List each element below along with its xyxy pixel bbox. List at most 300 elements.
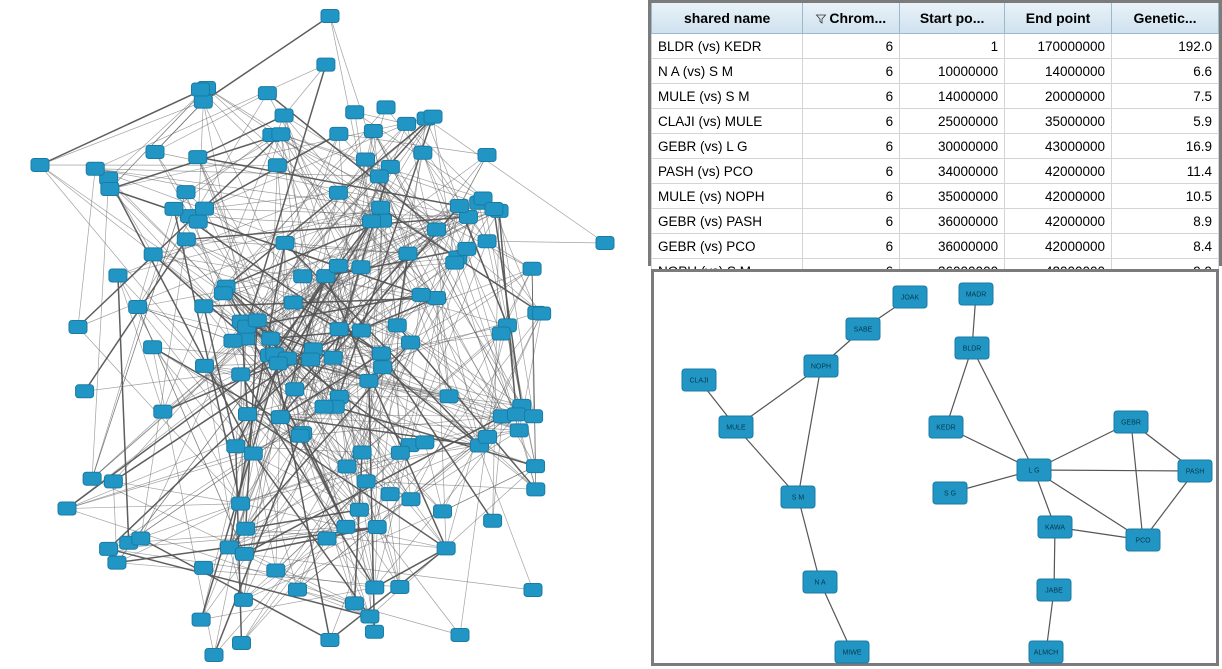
network-node[interactable] (330, 127, 348, 140)
network-node[interactable] (321, 10, 339, 23)
node-shape[interactable] (524, 584, 542, 597)
network-node[interactable] (177, 233, 195, 246)
network-node[interactable] (232, 497, 250, 510)
network-node[interactable] (478, 149, 496, 162)
node-shape[interactable] (177, 186, 195, 199)
node-shape[interactable] (372, 347, 390, 360)
node-shape[interactable] (402, 336, 420, 349)
network-node[interactable] (248, 314, 266, 327)
network-node[interactable] (294, 270, 312, 283)
network-node[interactable] (1114, 411, 1148, 433)
network-node[interactable] (893, 286, 927, 308)
network-node[interactable] (214, 287, 232, 300)
node-shape[interactable] (238, 408, 256, 421)
network-node[interactable] (31, 159, 49, 172)
cell-end[interactable]: 14000000 (1005, 59, 1112, 84)
node-shape[interactable] (391, 446, 409, 459)
network-node[interactable] (352, 324, 370, 337)
node-shape[interactable] (523, 262, 541, 275)
network-node[interactable] (302, 353, 320, 366)
node-shape[interactable] (104, 475, 122, 488)
network-node[interactable] (329, 259, 347, 272)
cell-chrom[interactable]: 6 (803, 184, 900, 209)
network-node[interactable] (192, 613, 210, 626)
network-node[interactable] (527, 483, 545, 496)
node-shape[interactable] (189, 151, 207, 164)
network-node[interactable] (402, 493, 420, 506)
node-shape[interactable] (533, 307, 551, 320)
cell-chrom[interactable]: 6 (803, 109, 900, 134)
column-header-start[interactable] (900, 3, 1005, 34)
network-node[interactable] (205, 649, 223, 662)
column-header-chrom[interactable] (803, 3, 900, 34)
network-node[interactable] (485, 203, 503, 216)
network-node[interactable] (352, 261, 370, 274)
node-shape[interactable] (291, 429, 309, 442)
node-shape[interactable] (58, 502, 76, 515)
cell-end[interactable]: 35000000 (1005, 109, 1112, 134)
cell-start[interactable]: 34000000 (900, 159, 1005, 184)
node-shape[interactable] (361, 610, 379, 623)
cell-start[interactable]: 1 (900, 34, 1005, 59)
sub-network-canvas[interactable] (654, 272, 1216, 663)
network-node[interactable] (434, 505, 452, 518)
cell-genetic[interactable]: 6.6 (1112, 59, 1219, 84)
network-node[interactable] (446, 256, 464, 269)
network-node[interactable] (345, 597, 363, 610)
node-shape[interactable] (374, 361, 392, 374)
node-shape[interactable] (237, 522, 255, 535)
table-row[interactable] (652, 209, 1219, 234)
cell-end[interactable]: 42000000 (1005, 234, 1112, 259)
cell-end[interactable]: 170000000 (1005, 34, 1112, 59)
node-shape[interactable] (321, 633, 339, 646)
cell-name[interactable]: CLAJI (vs) MULE (652, 109, 803, 134)
node-shape[interactable] (165, 202, 183, 215)
cell-genetic[interactable]: 7.5 (1112, 84, 1219, 109)
cell-genetic[interactable]: 8.9 (1112, 209, 1219, 234)
network-node[interactable] (108, 556, 126, 569)
cell-name[interactable]: MULE (vs) S M (652, 84, 803, 109)
network-node[interactable] (262, 332, 280, 345)
network-node[interactable] (234, 593, 252, 606)
node-shape[interactable] (101, 183, 119, 196)
node-shape[interactable] (484, 514, 502, 527)
network-node[interactable] (507, 408, 525, 421)
network-node[interactable] (523, 262, 541, 275)
network-node[interactable] (372, 201, 390, 214)
node-shape[interactable] (129, 300, 147, 313)
node-shape[interactable] (276, 236, 294, 249)
node-shape[interactable] (248, 314, 266, 327)
network-node[interactable] (1038, 516, 1072, 538)
node-shape[interactable] (338, 460, 356, 473)
node-shape[interactable] (271, 411, 289, 424)
cell-end[interactable]: 42000000 (1005, 159, 1112, 184)
network-node[interactable] (929, 416, 963, 438)
network-node[interactable] (267, 564, 285, 577)
network-node[interactable] (272, 128, 290, 141)
node-shape[interactable] (294, 270, 312, 283)
network-node[interactable] (329, 186, 347, 199)
node-shape[interactable] (132, 532, 150, 545)
network-node[interactable] (1037, 579, 1071, 601)
node-shape[interactable] (330, 127, 348, 140)
node-shape[interactable] (412, 288, 430, 301)
node-shape[interactable] (144, 248, 162, 261)
network-node[interactable] (451, 629, 469, 642)
node-shape[interactable] (195, 202, 213, 215)
node-shape[interactable] (329, 186, 347, 199)
network-node[interactable] (318, 532, 336, 545)
network-node[interactable] (1126, 529, 1160, 551)
network-node[interactable] (527, 460, 545, 473)
node-shape[interactable] (83, 472, 101, 485)
table-header-row[interactable] (652, 3, 1219, 34)
network-node[interactable] (835, 641, 869, 663)
node-shape[interactable] (76, 385, 94, 398)
network-node[interactable] (414, 146, 432, 159)
node-shape[interactable] (189, 215, 207, 228)
cell-name[interactable]: GEBR (vs) PCO (652, 234, 803, 259)
network-node[interactable] (1178, 460, 1212, 482)
cell-start[interactable]: 36000000 (900, 234, 1005, 259)
node-shape[interactable] (108, 556, 126, 569)
network-node[interactable] (424, 110, 442, 123)
node-shape[interactable] (527, 483, 545, 496)
network-node[interactable] (1017, 459, 1051, 481)
network-node[interactable] (194, 95, 212, 108)
network-node[interactable] (144, 341, 162, 354)
network-node[interactable] (129, 300, 147, 313)
network-node[interactable] (804, 355, 838, 377)
network-node[interactable] (291, 429, 309, 442)
network-node[interactable] (353, 446, 371, 459)
network-node[interactable] (478, 235, 496, 248)
node-shape[interactable] (275, 109, 293, 122)
node-shape[interactable] (146, 146, 164, 159)
network-node[interactable] (286, 383, 304, 396)
network-node[interactable] (227, 440, 245, 453)
network-node[interactable] (76, 385, 94, 398)
node-shape[interactable] (346, 106, 364, 119)
node-shape[interactable] (352, 261, 370, 274)
network-node[interactable] (398, 117, 416, 130)
node-shape[interactable] (321, 10, 339, 23)
node-shape[interactable] (345, 597, 363, 610)
cell-genetic[interactable]: 11.4 (1112, 159, 1219, 184)
network-node[interactable] (195, 202, 213, 215)
table-row[interactable] (652, 84, 1219, 109)
node-shape[interactable] (507, 408, 525, 421)
cell-end[interactable]: 20000000 (1005, 84, 1112, 109)
node-shape[interactable] (479, 430, 497, 443)
node-shape[interactable] (267, 564, 285, 577)
network-node[interactable] (364, 125, 382, 138)
node-shape[interactable] (446, 256, 464, 269)
node-shape[interactable] (377, 101, 395, 114)
column-header-end[interactable] (1005, 3, 1112, 34)
network-node[interactable] (510, 424, 528, 437)
network-node[interactable] (368, 521, 386, 534)
node-shape[interactable] (86, 162, 104, 175)
network-node[interactable] (191, 83, 209, 96)
cell-chrom[interactable]: 6 (803, 159, 900, 184)
network-node[interactable] (338, 460, 356, 473)
node-shape[interactable] (315, 400, 333, 413)
node-shape[interactable] (352, 324, 370, 337)
node-shape[interactable] (288, 583, 306, 596)
cell-start[interactable]: 35000000 (900, 184, 1005, 209)
node-shape[interactable] (232, 497, 250, 510)
node-shape[interactable] (224, 334, 242, 347)
network-node[interactable] (109, 269, 127, 282)
network-node[interactable] (58, 502, 76, 515)
node-shape[interactable] (372, 201, 390, 214)
network-node[interactable] (189, 215, 207, 228)
network-node[interactable] (360, 374, 378, 387)
network-node[interactable] (357, 475, 375, 488)
network-node[interactable] (377, 101, 395, 114)
node-shape[interactable] (398, 117, 416, 130)
node-shape[interactable] (437, 542, 455, 555)
data-table-panel[interactable] (648, 0, 1222, 266)
network-node[interactable] (275, 109, 293, 122)
table-row[interactable] (652, 234, 1219, 259)
network-node[interactable] (100, 542, 118, 555)
cell-chrom[interactable]: 6 (803, 59, 900, 84)
network-node[interactable] (362, 215, 380, 228)
cell-start[interactable]: 14000000 (900, 84, 1005, 109)
network-node[interactable] (224, 334, 242, 347)
network-node[interactable] (315, 400, 333, 413)
node-shape[interactable] (414, 146, 432, 159)
cell-name[interactable]: GEBR (vs) L G (652, 134, 803, 159)
node-shape[interactable] (235, 547, 253, 560)
node-shape[interactable] (434, 505, 452, 518)
network-node[interactable] (933, 482, 967, 504)
network-node[interactable] (271, 411, 289, 424)
cell-chrom[interactable]: 6 (803, 84, 900, 109)
network-node[interactable] (682, 369, 716, 391)
node-shape[interactable] (485, 203, 503, 216)
network-node[interactable] (357, 153, 375, 166)
node-shape[interactable] (399, 247, 417, 260)
network-node[interactable] (484, 514, 502, 527)
network-node[interactable] (233, 637, 251, 650)
network-node[interactable] (533, 307, 551, 320)
cell-end[interactable]: 43000000 (1005, 134, 1112, 159)
node-shape[interactable] (318, 532, 336, 545)
network-node[interactable] (350, 503, 368, 516)
network-node[interactable] (288, 583, 306, 596)
node-shape[interactable] (329, 259, 347, 272)
cell-start[interactable]: 30000000 (900, 134, 1005, 159)
cell-genetic[interactable]: 5.9 (1112, 109, 1219, 134)
network-node[interactable] (365, 625, 383, 638)
node-shape[interactable] (69, 321, 87, 334)
node-shape[interactable] (492, 327, 510, 340)
node-shape[interactable] (330, 323, 348, 336)
network-node[interactable] (195, 561, 213, 574)
node-shape[interactable] (478, 235, 496, 248)
node-shape[interactable] (262, 332, 280, 345)
network-node[interactable] (346, 106, 364, 119)
cell-end[interactable]: 42000000 (1005, 209, 1112, 234)
node-shape[interactable] (458, 242, 476, 255)
node-shape[interactable] (416, 436, 434, 449)
network-node[interactable] (719, 416, 753, 438)
cell-chrom[interactable]: 6 (803, 234, 900, 259)
node-shape[interactable] (451, 629, 469, 642)
network-node[interactable] (402, 336, 420, 349)
node-shape[interactable] (227, 440, 245, 453)
network-node[interactable] (244, 447, 262, 460)
network-node[interactable] (803, 571, 837, 593)
network-node[interactable] (428, 223, 446, 236)
network-node[interactable] (412, 288, 430, 301)
network-node[interactable] (337, 520, 355, 533)
network-node[interactable] (596, 237, 614, 250)
node-shape[interactable] (364, 125, 382, 138)
node-shape[interactable] (195, 561, 213, 574)
node-shape[interactable] (286, 383, 304, 396)
node-shape[interactable] (350, 503, 368, 516)
cell-name[interactable]: PASH (vs) PCO (652, 159, 803, 184)
node-shape[interactable] (402, 493, 420, 506)
node-shape[interactable] (232, 368, 250, 381)
node-shape[interactable] (357, 153, 375, 166)
cell-name[interactable]: MULE (vs) NOPH (652, 184, 803, 209)
network-node[interactable] (189, 151, 207, 164)
network-node[interactable] (177, 186, 195, 199)
edge-attribute-table[interactable] (651, 3, 1219, 284)
node-shape[interactable] (268, 159, 286, 172)
network-node[interactable] (330, 323, 348, 336)
network-node[interactable] (269, 357, 287, 370)
network-node[interactable] (235, 547, 253, 560)
node-shape[interactable] (100, 542, 118, 555)
network-node[interactable] (86, 162, 104, 175)
network-node[interactable] (391, 446, 409, 459)
node-shape[interactable] (196, 359, 214, 372)
node-shape[interactable] (527, 460, 545, 473)
network-node[interactable] (324, 351, 342, 364)
node-shape[interactable] (478, 149, 496, 162)
node-shape[interactable] (510, 424, 528, 437)
node-shape[interactable] (192, 613, 210, 626)
node-shape[interactable] (269, 357, 287, 370)
node-shape[interactable] (360, 374, 378, 387)
network-node[interactable] (955, 337, 989, 359)
node-shape[interactable] (391, 580, 409, 593)
cell-start[interactable]: 36000000 (900, 209, 1005, 234)
network-node[interactable] (524, 584, 542, 597)
node-shape[interactable] (191, 83, 209, 96)
cell-chrom[interactable]: 6 (803, 134, 900, 159)
network-node[interactable] (372, 347, 390, 360)
network-node[interactable] (492, 327, 510, 340)
cell-chrom[interactable]: 6 (803, 34, 900, 59)
node-shape[interactable] (205, 649, 223, 662)
column-header-name[interactable] (652, 3, 803, 34)
cell-name[interactable]: GEBR (vs) PASH (652, 209, 803, 234)
network-node[interactable] (450, 199, 468, 212)
table-body[interactable] (652, 34, 1219, 284)
node-shape[interactable] (234, 593, 252, 606)
network-node[interactable] (237, 522, 255, 535)
network-node[interactable] (416, 436, 434, 449)
sub-network-view[interactable] (651, 269, 1219, 666)
node-shape[interactable] (258, 87, 276, 100)
cell-name[interactable]: N A (vs) S M (652, 59, 803, 84)
network-node[interactable] (83, 472, 101, 485)
sub-network-nodes[interactable] (682, 283, 1212, 663)
cell-genetic[interactable]: 16.9 (1112, 134, 1219, 159)
node-shape[interactable] (424, 110, 442, 123)
cell-chrom[interactable]: 6 (803, 209, 900, 234)
cell-start[interactable]: 10000000 (900, 59, 1005, 84)
network-node[interactable] (440, 390, 458, 403)
network-node[interactable] (195, 300, 213, 313)
node-shape[interactable] (365, 625, 383, 638)
node-shape[interactable] (233, 637, 251, 650)
node-shape[interactable] (324, 351, 342, 364)
node-shape[interactable] (214, 287, 232, 300)
network-node[interactable] (374, 361, 392, 374)
cell-genetic[interactable]: 10.5 (1112, 184, 1219, 209)
node-shape[interactable] (357, 475, 375, 488)
node-shape[interactable] (244, 447, 262, 460)
network-node[interactable] (317, 58, 335, 71)
node-shape[interactable] (284, 296, 302, 309)
node-shape[interactable] (596, 237, 614, 250)
node-shape[interactable] (353, 446, 371, 459)
node-shape[interactable] (195, 300, 213, 313)
table-row[interactable] (652, 134, 1219, 159)
node-shape[interactable] (366, 581, 384, 594)
node-shape[interactable] (302, 353, 320, 366)
filter-icon[interactable] (816, 14, 826, 24)
table-row[interactable] (652, 159, 1219, 184)
node-shape[interactable] (144, 341, 162, 354)
table-row[interactable] (652, 184, 1219, 209)
network-node[interactable] (361, 610, 379, 623)
node-shape[interactable] (450, 199, 468, 212)
network-node[interactable] (525, 410, 543, 423)
network-node[interactable] (165, 202, 183, 215)
node-shape[interactable] (362, 215, 380, 228)
network-node[interactable] (258, 87, 276, 100)
network-node[interactable] (479, 430, 497, 443)
network-node[interactable] (154, 405, 172, 418)
network-node[interactable] (104, 475, 122, 488)
node-shape[interactable] (428, 223, 446, 236)
network-node[interactable] (69, 321, 87, 334)
network-node[interactable] (458, 242, 476, 255)
network-node[interactable] (366, 581, 384, 594)
node-shape[interactable] (109, 269, 127, 282)
network-node[interactable] (101, 183, 119, 196)
node-shape[interactable] (31, 159, 49, 172)
network-node[interactable] (781, 486, 815, 508)
network-node[interactable] (144, 248, 162, 261)
network-node[interactable] (232, 368, 250, 381)
cell-genetic[interactable]: 192.0 (1112, 34, 1219, 59)
network-node[interactable] (321, 633, 339, 646)
node-shape[interactable] (317, 58, 335, 71)
network-node[interactable] (437, 542, 455, 555)
